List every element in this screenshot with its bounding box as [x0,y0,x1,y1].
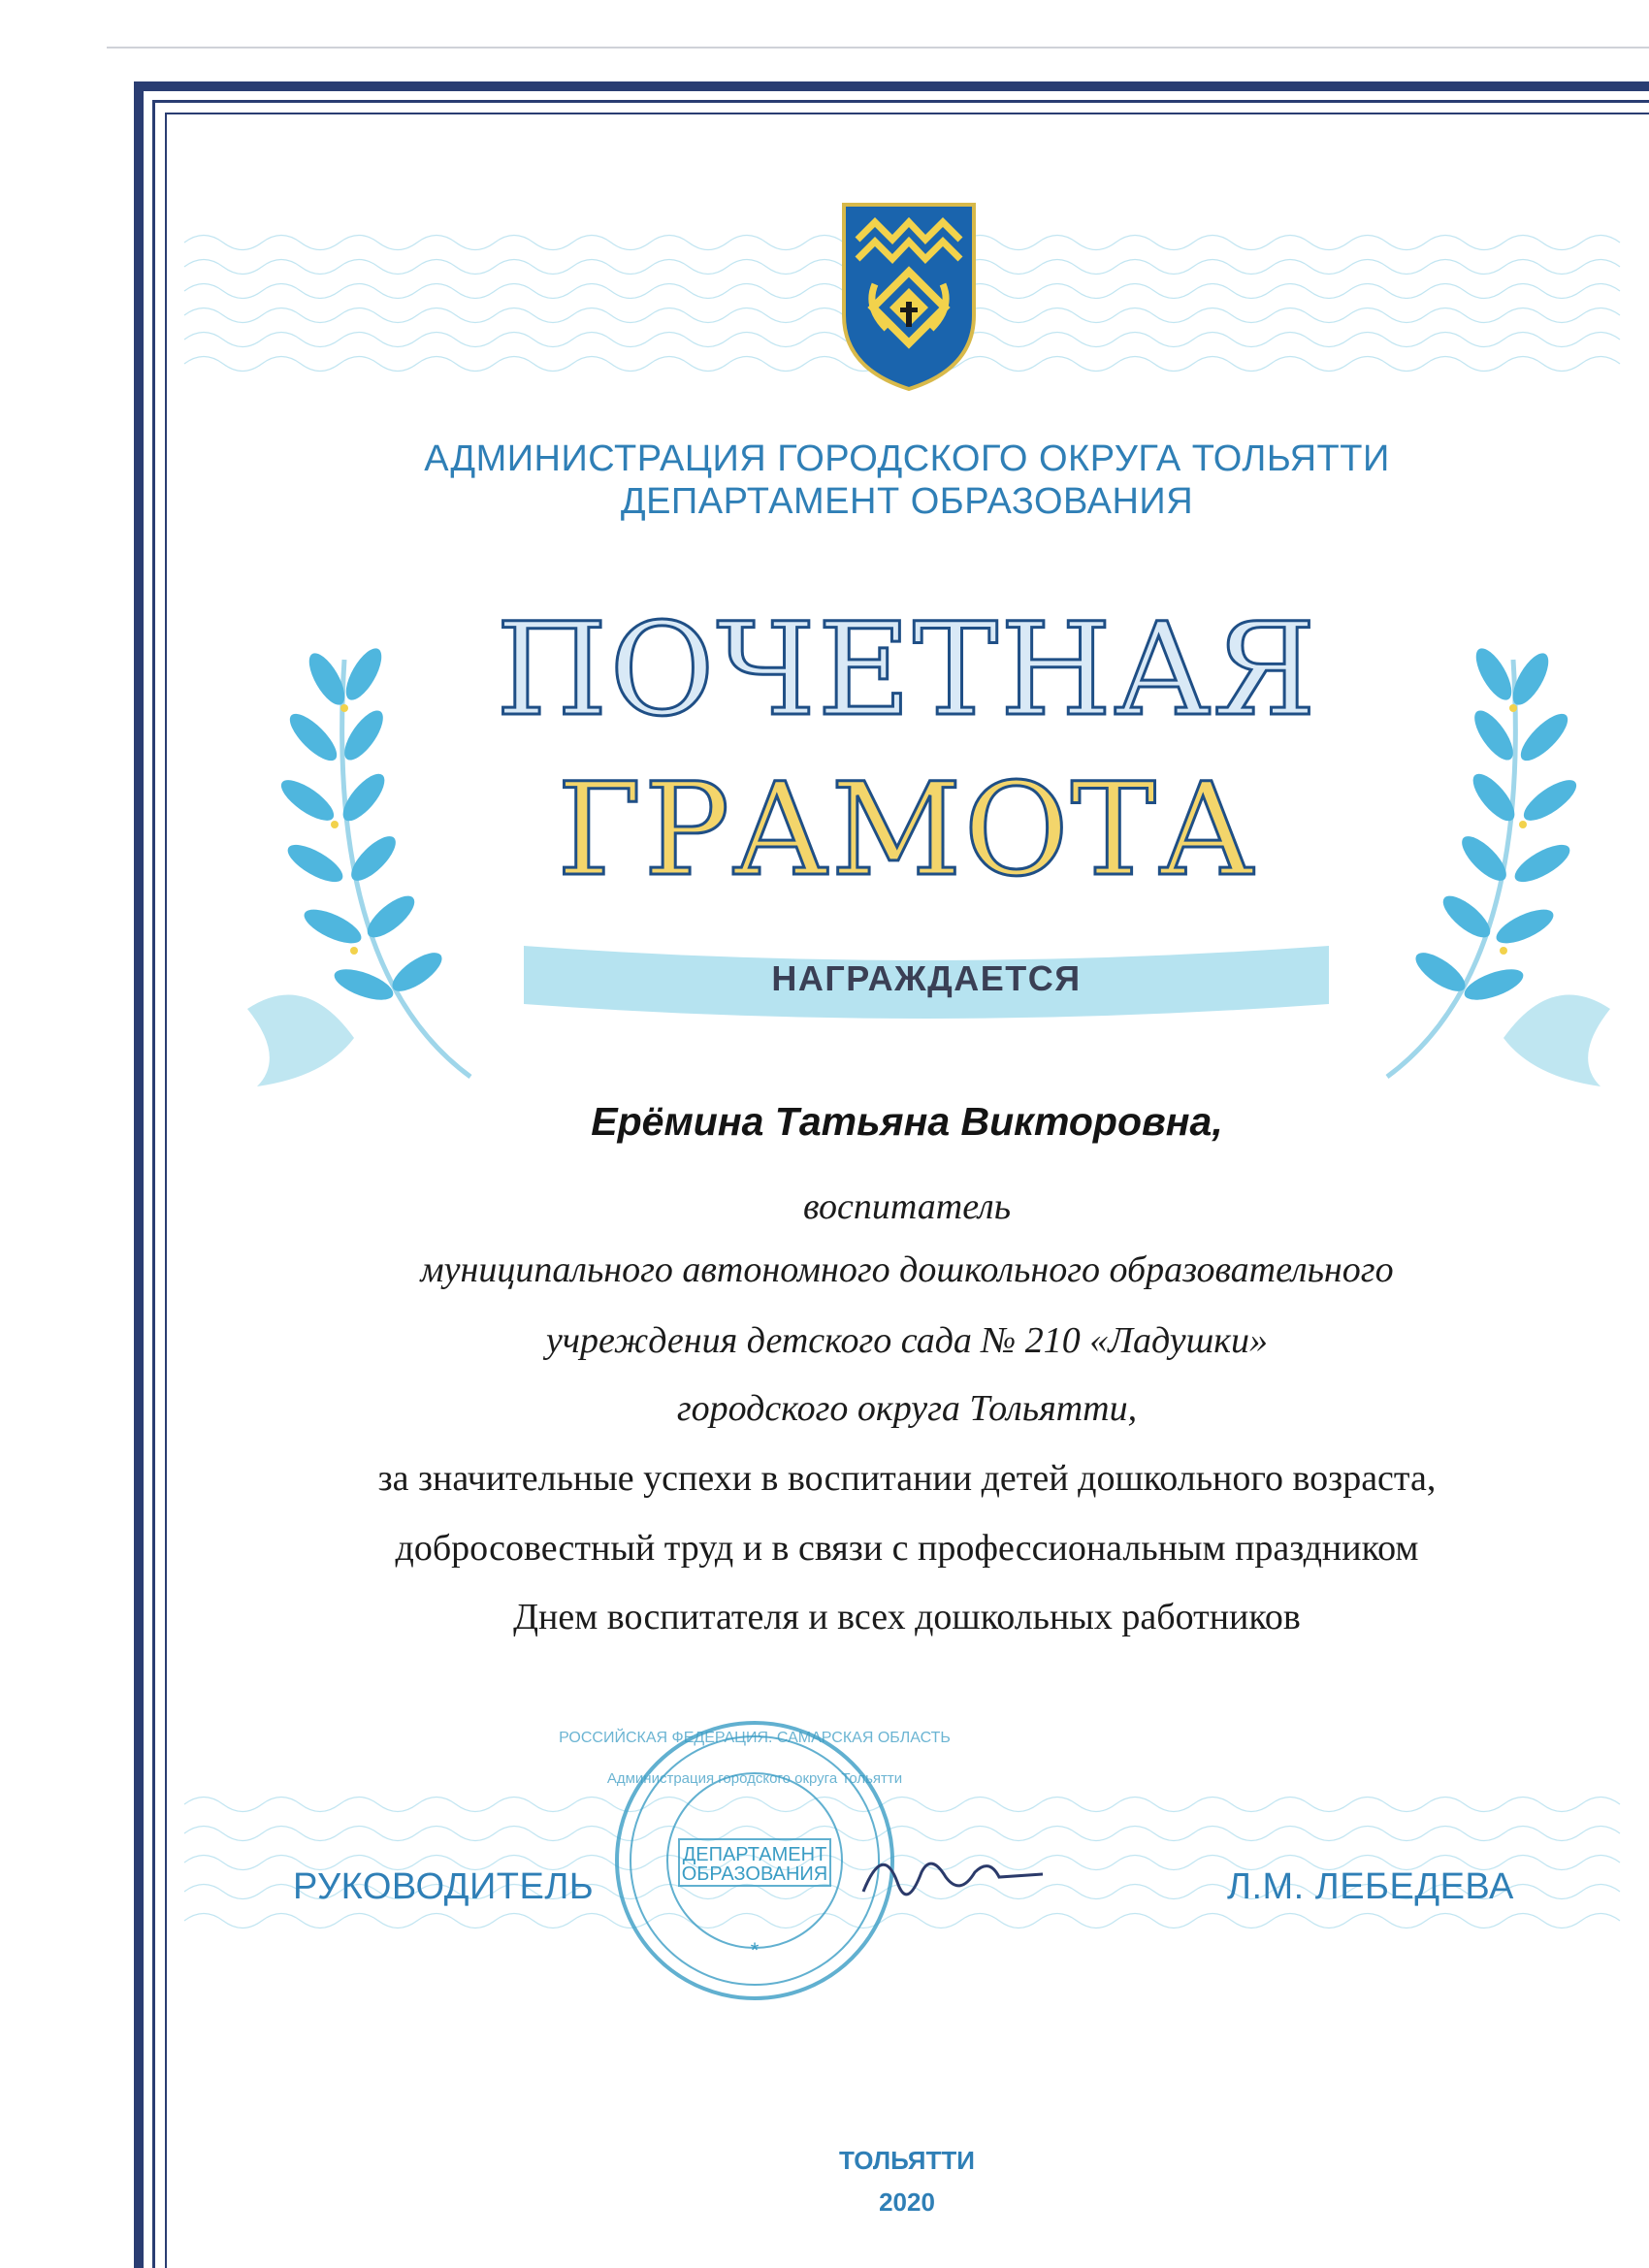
ribbon-label: НАГРАЖДАЕТСЯ [771,958,1082,998]
certificate-title-line1: ПОЧЕТНАЯ [496,596,1318,745]
footer-year: 2020 [879,2187,935,2217]
recipient-name: Ерёмина Татьяна Викторовна, [591,1099,1223,1144]
svg-text:*: * [750,1938,760,1962]
institution-line-1: муниципального автономного дошкольного образовательного [420,1249,1394,1290]
organization-name: АДМИНИСТРАЦИЯ ГОРОДСКОГО ОКРУГА ТОЛЬЯТТИ [424,438,1390,479]
svg-text:ДЕПАРТАМЕНТ: ДЕПАРТАМЕНТ [682,1844,827,1865]
institution-line-3: городского округа Тольятти, [676,1388,1138,1429]
svg-text:ОБРАЗОВАНИЯ: ОБРАЗОВАНИЯ [681,1863,828,1885]
department-name: ДЕПАРТАМЕНТ ОБРАЗОВАНИЯ [620,481,1194,522]
recipient-position: воспитатель [803,1186,1011,1227]
award-reason-line-2: добросовестный труд и в связи с профессиональным праздником [395,1528,1419,1569]
svg-text:РОССИЙСКАЯ ФЕДЕРАЦИЯ. САМАРСКА: РОССИЙСКАЯ ФЕДЕРАЦИЯ. САМАРСКАЯ ОБЛАСТЬ [559,1730,951,1746]
signatory-role: РУКОВОДИТЕЛЬ [293,1866,595,1907]
award-reason-line-3: Днем воспитателя и всех дошкольных работников [513,1597,1301,1637]
city-coat-of-arms-icon [836,199,982,393]
scan-edge-line [107,47,1649,49]
handwritten-signature [854,1833,1048,1921]
certificate-title-line2: ГРАМОТА [557,756,1257,905]
signatory-name: Л.М. ЛЕБЕДЕВА [1227,1866,1514,1907]
institution-line-2: учреждения детского сада № 210 «Ладушки» [545,1320,1269,1361]
award-reason-line-1: за значительные успехи в воспитании детей дошкольного возраста, [377,1458,1437,1499]
svg-text:Администрация городского округ: Администрация городского округа Тольятти [606,1770,903,1787]
footer-city: ТОЛЬЯТТИ [839,2146,975,2175]
